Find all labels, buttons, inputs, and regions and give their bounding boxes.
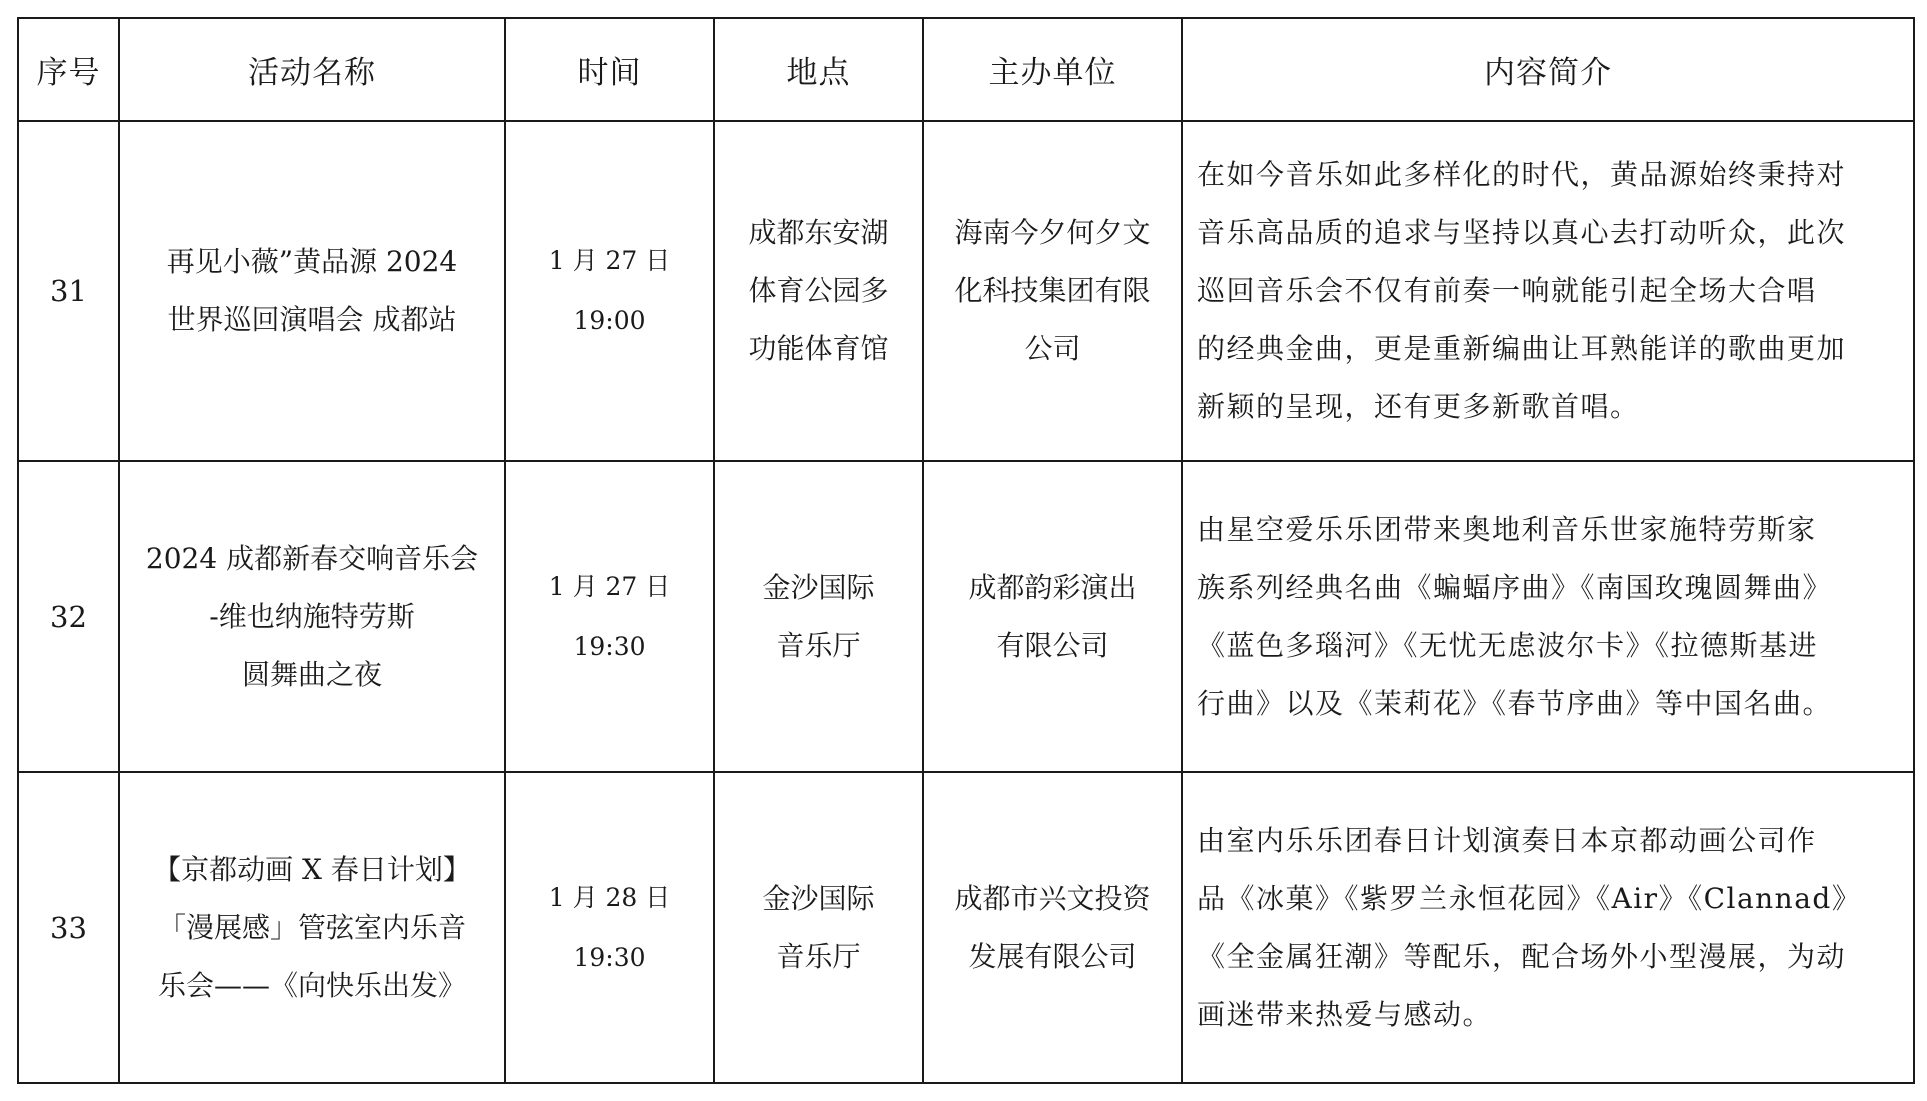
row-activity-name (119, 772, 505, 1083)
header-intro: 内容简介 (1182, 18, 1914, 121)
place-line: 音乐厅 (776, 939, 861, 973)
name-line: -维也纳施特劳斯 (209, 599, 415, 633)
header-organizer: 主办单位 (923, 18, 1182, 121)
organizer-line: 有限公司 (996, 628, 1109, 662)
date-text: 1 月 28 日 (548, 882, 671, 912)
row-place (714, 461, 923, 772)
intro-line: 《全金属狂潮》等配乐，配合场外小型漫展，为动 (1197, 939, 1847, 973)
time-text: 19:00 (573, 306, 646, 335)
place-line: 金沙国际 (762, 570, 875, 604)
organizer-line: 海南今夕何夕文 (954, 216, 1151, 249)
intro-line: 新颖的呈现，还有更多新歌首唱。 (1197, 390, 1640, 423)
time-text: 19:30 (573, 942, 646, 972)
intro-line: 行曲》以及《茉莉花》《春节序曲》等中国名曲。 (1197, 686, 1833, 720)
row-organizer (923, 772, 1182, 1083)
organizer-line: 发展有限公司 (968, 939, 1137, 973)
row-place (714, 121, 923, 461)
header-seq: 序号 (18, 18, 119, 121)
time-text: 19:30 (573, 631, 646, 661)
place-line: 金沙国际 (762, 881, 875, 915)
intro-line: 在如今音乐如此多样化的时代，黄品源始终秉持对 (1197, 158, 1847, 191)
date-text: 1 月 27 日 (548, 246, 671, 275)
date-text: 1 月 27 日 (548, 571, 671, 601)
row-time (505, 461, 714, 772)
intro-line: 音乐高品质的追求与坚持以真心去打动听众，此次 (1197, 216, 1847, 249)
name-line: 乐会——《向快乐出发》 (157, 968, 466, 1002)
row-seq: 32 (18, 461, 119, 772)
organizer-line: 化科技集团有限 (954, 274, 1151, 307)
place-line: 功能体育馆 (748, 332, 889, 365)
intro-line: 巡回音乐会不仅有前奏一响就能引起全场大合唱 (1197, 274, 1817, 307)
table-row (18, 121, 1914, 461)
intro-line: 《蓝色多瑙河》《无忧无虑波尔卡》《拉德斯基进 (1197, 628, 1819, 662)
row-place (714, 772, 923, 1083)
header-time: 时间 (505, 18, 714, 121)
intro-line: 品《冰菓》《紫罗兰永恒花园》《Air》《Clannad》 (1197, 881, 1862, 915)
table-row (18, 772, 1914, 1083)
row-activity-name (119, 461, 505, 772)
row-intro (1182, 772, 1914, 1083)
place-line: 体育公园多 (748, 274, 889, 307)
name-line: 圆舞曲之夜 (241, 657, 382, 691)
name-line: 【京都动画 X 春日计划】 (153, 852, 471, 886)
organizer-line: 成都市兴文投资 (954, 881, 1151, 915)
row-time (505, 121, 714, 461)
intro-line: 由星空爱乐乐团带来奥地利音乐世家施特劳斯家 (1197, 512, 1817, 546)
intro-line: 的经典金曲，更是重新编曲让耳熟能详的歌曲更加 (1197, 332, 1847, 365)
organizer-line: 成都韵彩演出 (968, 570, 1137, 604)
row-organizer (923, 121, 1182, 461)
table-row (18, 461, 1914, 772)
header-row (18, 18, 1914, 121)
row-seq: 33 (18, 772, 119, 1083)
intro-line: 由室内乐乐团春日计划演奏日本京都动画公司作 (1197, 823, 1817, 857)
organizer-line: 公司 (1024, 332, 1081, 365)
header-name: 活动名称 (119, 18, 505, 121)
name-line: 再见小薇”黄品源 2024 (166, 245, 458, 278)
events-table (17, 17, 1915, 1084)
name-line: 「漫展感」管弦室内乐音 (157, 910, 466, 944)
row-intro (1182, 121, 1914, 461)
intro-line: 画迷带来热爱与感动。 (1197, 997, 1493, 1031)
row-organizer (923, 461, 1182, 772)
name-line: 2024 成都新春交响音乐会 (145, 541, 479, 575)
name-line: 世界巡回演唱会 成都站 (167, 303, 457, 336)
intro-line: 族系列经典名曲《蝙蝠序曲》《南国玫瑰圆舞曲》 (1197, 570, 1833, 604)
row-seq: 31 (18, 121, 119, 461)
row-activity-name (119, 121, 505, 461)
row-time (505, 772, 714, 1083)
place-line: 音乐厅 (776, 628, 861, 662)
row-intro (1182, 461, 1914, 772)
header-place: 地点 (714, 18, 923, 121)
place-line: 成都东安湖 (748, 216, 889, 249)
